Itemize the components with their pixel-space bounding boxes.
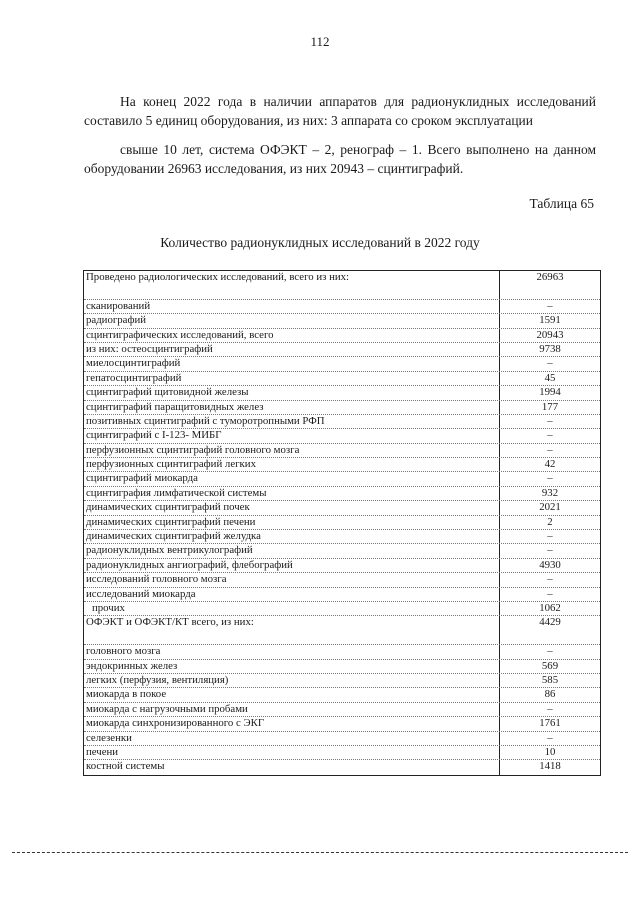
row-label: ОФЭКТ и ОФЭКТ/КТ всего, из них: [84, 616, 500, 644]
row-label: перфузионных сцинтиграфий головного мозга [84, 444, 500, 457]
row-value: 2 [547, 515, 553, 528]
row-label: прочих [84, 602, 500, 615]
table-row [84, 703, 600, 717]
radionuclide-studies-table [83, 270, 601, 776]
table-row [84, 674, 600, 688]
row-value: – [547, 702, 553, 715]
table-row [84, 544, 600, 558]
row-value: 20943 [536, 328, 564, 341]
row-value: – [547, 731, 553, 744]
paragraph-equipment-details: свыше 10 лет, система ОФЭКТ – 2, ренограф – 1. Всего выполнено на данном оборудовании 26963 исследования, из них 20943 – сцинтиграфий. [84, 142, 596, 176]
page-bottom-rule [12, 852, 628, 853]
table-row [84, 444, 600, 458]
table-row [84, 688, 600, 702]
row-value: 1591 [539, 314, 561, 327]
table-row [84, 487, 600, 501]
row-value: 932 [541, 486, 559, 499]
row-label: динамических сцинтиграфий почек [84, 501, 500, 514]
row-value: 1761 [539, 717, 561, 730]
table-row [84, 616, 600, 645]
table-row [84, 314, 600, 328]
row-value: 26963 [536, 271, 564, 283]
row-value: 9738 [539, 342, 561, 355]
table-row [84, 746, 600, 760]
row-label: головного мозга [84, 645, 500, 658]
table-row [84, 458, 600, 472]
table-row [84, 602, 600, 616]
table-row [84, 271, 600, 300]
table-row [84, 717, 600, 731]
row-label: Проведено радиологических исследований, всего из них: [84, 271, 500, 299]
table-caption: Таблица 65 [529, 196, 594, 211]
table-row [84, 501, 600, 515]
row-label: миокарда с нагрузочными пробами [84, 703, 500, 716]
table-row [84, 588, 600, 602]
row-label: сцинтиграфий паращитовидных желез [84, 401, 500, 414]
table-row [84, 645, 600, 659]
row-label: эндокринных желез [84, 660, 500, 673]
table-row [84, 343, 600, 357]
table-row [84, 559, 600, 573]
row-value: 45 [544, 371, 556, 384]
row-value: 177 [541, 400, 559, 413]
row-label: динамических сцинтиграфий желудка [84, 530, 500, 543]
row-label: динамических сцинтиграфий печени [84, 516, 500, 529]
row-label: радионуклидных вентрикулографий [84, 544, 500, 557]
row-label: сканирований [84, 300, 500, 313]
table-row [84, 300, 600, 314]
row-value: 86 [544, 688, 556, 701]
table-title: Количество радионуклидных исследований в 2022 году [160, 235, 480, 250]
row-value: 1062 [539, 602, 561, 614]
row-value: 585 [541, 673, 559, 686]
row-value: 42 [544, 458, 556, 471]
row-value: – [547, 429, 553, 442]
row-value: – [547, 530, 553, 543]
row-value: – [547, 414, 553, 427]
row-value: – [547, 472, 553, 485]
row-label: исследований миокарда [84, 588, 500, 601]
row-label: исследований головного мозга [84, 573, 500, 586]
row-label: перфузионных сцинтиграфий легких [84, 458, 500, 471]
row-label: гепатосцинтиграфий [84, 372, 500, 385]
table-row [84, 372, 600, 386]
row-label: сцинтиграфий с I-123- МИБГ [84, 429, 500, 442]
row-label: печени [84, 746, 500, 759]
row-value: – [547, 587, 553, 600]
row-value: 2021 [539, 501, 561, 514]
row-value: – [547, 357, 553, 370]
table-row [84, 760, 600, 774]
row-label: миелосцинтиграфий [84, 357, 500, 370]
row-value: 10 [544, 745, 556, 758]
row-value: 569 [541, 659, 559, 672]
table-row [84, 732, 600, 746]
table-row [84, 573, 600, 587]
row-label: сцинтиграфических исследований, всего [84, 329, 500, 342]
row-label: сцинтиграфий миокарда [84, 472, 500, 485]
row-value: 1994 [539, 386, 561, 399]
table-row [84, 429, 600, 443]
row-label: миокарда в покое [84, 688, 500, 701]
row-label: легких (перфузия, вентиляция) [84, 674, 500, 687]
table-row [84, 357, 600, 371]
row-value: 1418 [539, 760, 561, 773]
row-label: селезенки [84, 732, 500, 745]
table-row [84, 660, 600, 674]
table-row [84, 516, 600, 530]
table-row [84, 415, 600, 429]
row-label: миокарда синхронизированного с ЭКГ [84, 717, 500, 730]
table-row [84, 329, 600, 343]
row-value: – [547, 443, 553, 456]
table-row [84, 472, 600, 486]
row-value: – [547, 573, 553, 586]
table-row [84, 401, 600, 415]
row-label: костной системы [84, 760, 500, 774]
paragraph-equipment-count: На конец 2022 года в наличии аппаратов для радионуклидных исследований составило 5 единиц оборудования, из них: 3 аппарата со сроком эксплуатации [84, 94, 596, 128]
table-row [84, 386, 600, 400]
page-number: 112 [310, 34, 330, 49]
row-value: – [547, 645, 553, 658]
row-label: из них: остеосцинтиграфий [84, 343, 500, 356]
row-value: – [547, 544, 553, 557]
row-value: – [547, 299, 553, 312]
row-label: сцинтиграфий щитовидной железы [84, 386, 500, 399]
row-value: 4930 [539, 558, 561, 571]
row-label: сцинтиграфия лимфатической системы [84, 487, 500, 500]
row-label: радиографий [84, 314, 500, 327]
row-label: радионуклидных ангиографий, флебографий [84, 559, 500, 572]
row-label: позитивных сцинтиграфий с туморотропными РФП [84, 415, 500, 428]
table-row [84, 530, 600, 544]
row-value: 4429 [539, 616, 561, 629]
